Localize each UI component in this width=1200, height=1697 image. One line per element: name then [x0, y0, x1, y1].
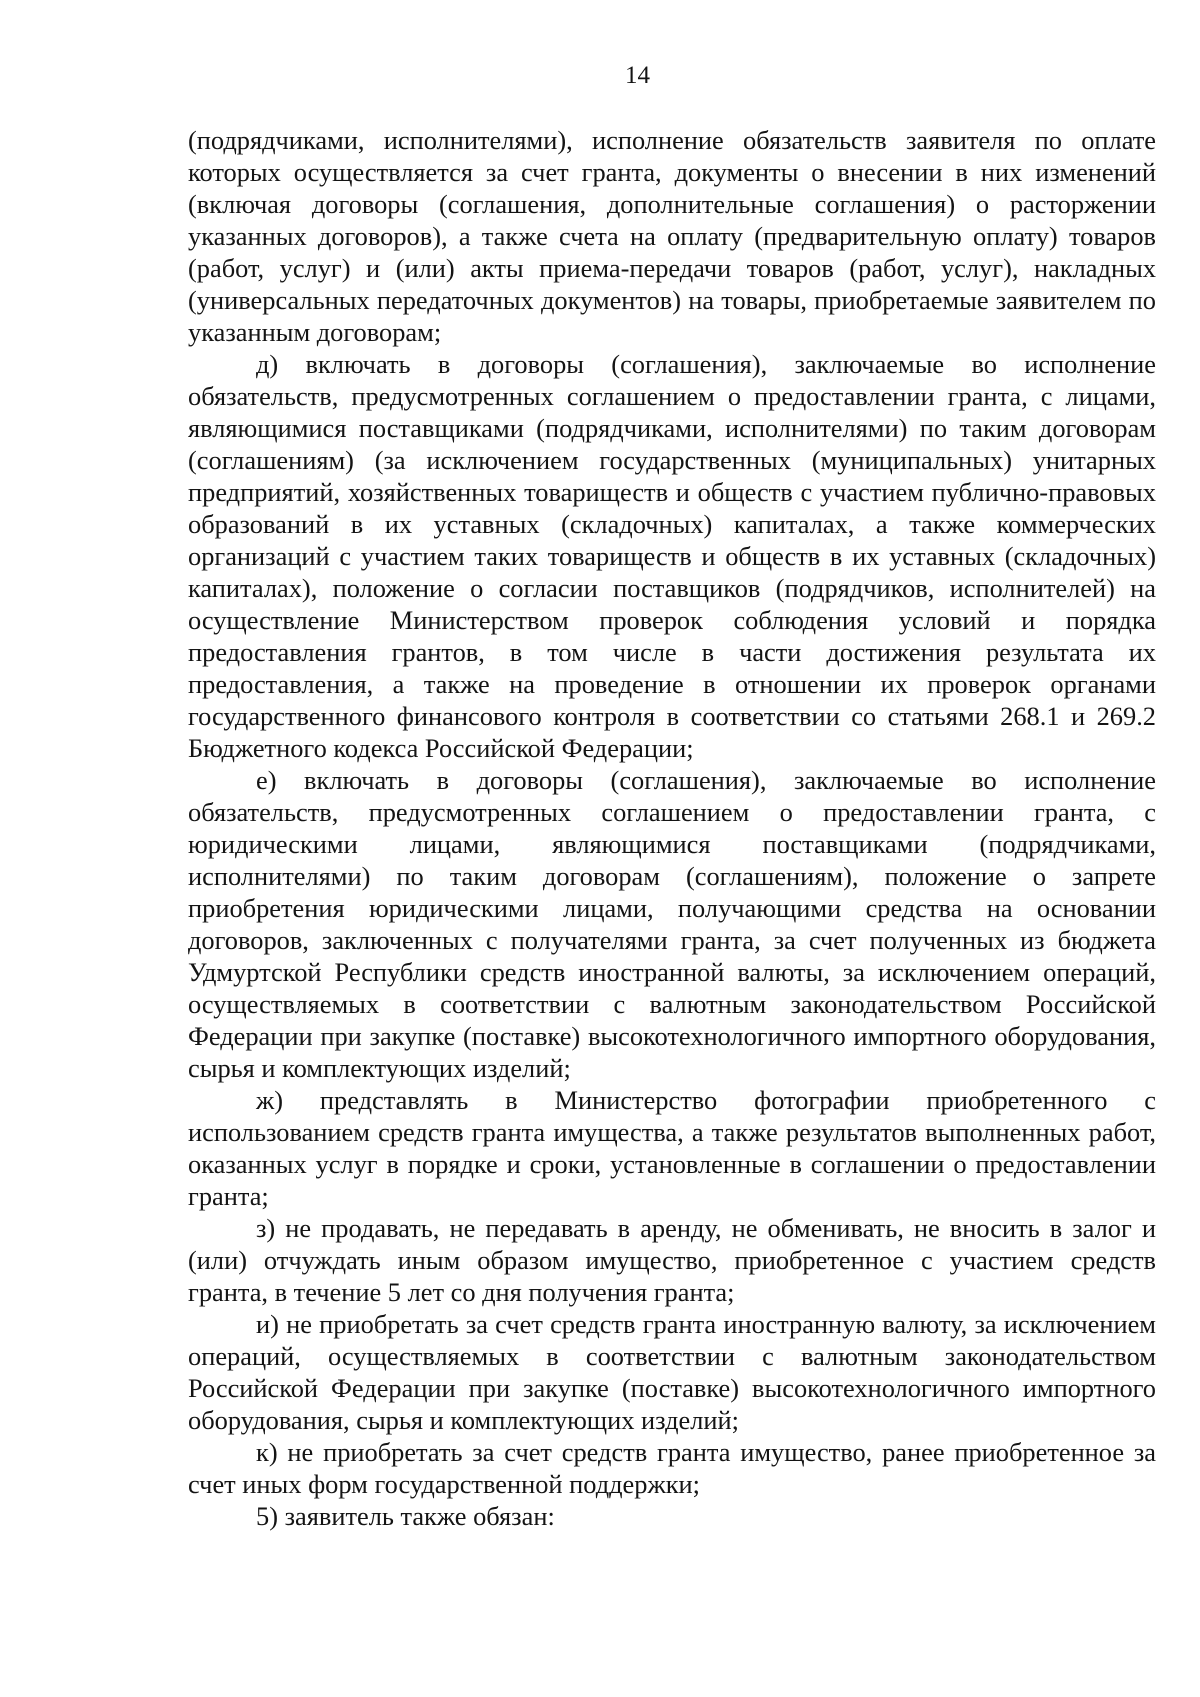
paragraph-item-d: д) включать в договоры (соглашения), заключаемые во исполнение обязательств, предусмотренных соглашением о предоставлении гранта, с лицами, являющимися поставщиками (подрядчиками, исполнителями) по таким договорам (соглашениям) (за исключением государственных (муниципальных) унитарных предприятий, хозяйственных товариществ и обществ с участием публично-правовых образований в их уставных (складочных) капиталах, а также коммерческих организаций с участием таких товариществ и обществ в их уставных (складочных) капиталах), положение о согласии поставщиков (подрядчиков, исполнителей) на осуществление Министерством проверок соблюдения условий и порядка предоставления грантов, в том числе в части достижения результата их предоставления, а также на проведение в отношении их проверок органами государственного финансового контроля в соответствии со статьями 268.1 и 269.2 Бюджетного кодекса Российской Федерации; [188, 349, 1156, 763]
paragraph-item-i: и) не приобретать за счет средств гранта иностранную валюту, за исключением операций, осуществляемых в соответствии с валютным законодательством Российской Федерации при закупке (поставке) высокотехнологичного импортного оборудования, сырья и комплектующих изделий; [188, 1309, 1156, 1435]
paragraph-item-k: к) не приобретать за счет средств гранта имущество, ранее приобретенное за счет иных форм государственной поддержки; [188, 1437, 1156, 1499]
paragraph-item-zh: ж) представлять в Министерство фотографии приобретенного с использованием средств гранта имущества, а также результатов выполненных работ, оказанных услуг в порядке и сроки, установленные в соглашении о предоставлении гранта; [188, 1085, 1156, 1211]
paragraph-item-e: е) включать в договоры (соглашения), заключаемые во исполнение обязательств, предусмотренных соглашением о предоставлении гранта, с юридическими лицами, являющимися поставщиками (подрядчиками, исполнителями) по таким договорам (соглашениям), положение о запрете приобретения юридическими лицами, получающими средства на основании договоров, заключенных с получателями гранта, за счет полученных из бюджета Удмуртской Республики средств иностранной валюты, за исключением операций, осуществляемых в соответствии с валютным законодательством Российской Федерации при закупке (поставке) высокотехнологичного импортного оборудования, сырья и комплектующих изделий; [188, 765, 1156, 1083]
page-number: 14 [625, 62, 650, 89]
paragraph-item-5: 5) заявитель также обязан: [256, 1501, 555, 1531]
paragraph-continuation: (подрядчиками, исполнителями), исполнение обязательств заявителя по оплате которых осуществляется за счет гранта, документы о внесении в них изменений (включая договоры (соглашения, дополнительные соглашения) о расторжении указанных договоров), а также счета на оплату (предварительную оплату) товаров (работ, услуг) и (или) акты приема-передачи товаров (работ, услуг), накладных (универсальных передаточных документов) на товары, приобретаемые заявителем по указанным договорам; [188, 125, 1156, 347]
paragraph-item-z: з) не продавать, не передавать в аренду, не обменивать, не вносить в залог и (или) отчуждать иным образом имущество, приобретенное с участием средств гранта, в течение 5 лет со дня получения гранта; [188, 1213, 1156, 1307]
document-body [188, 124, 1156, 1532]
